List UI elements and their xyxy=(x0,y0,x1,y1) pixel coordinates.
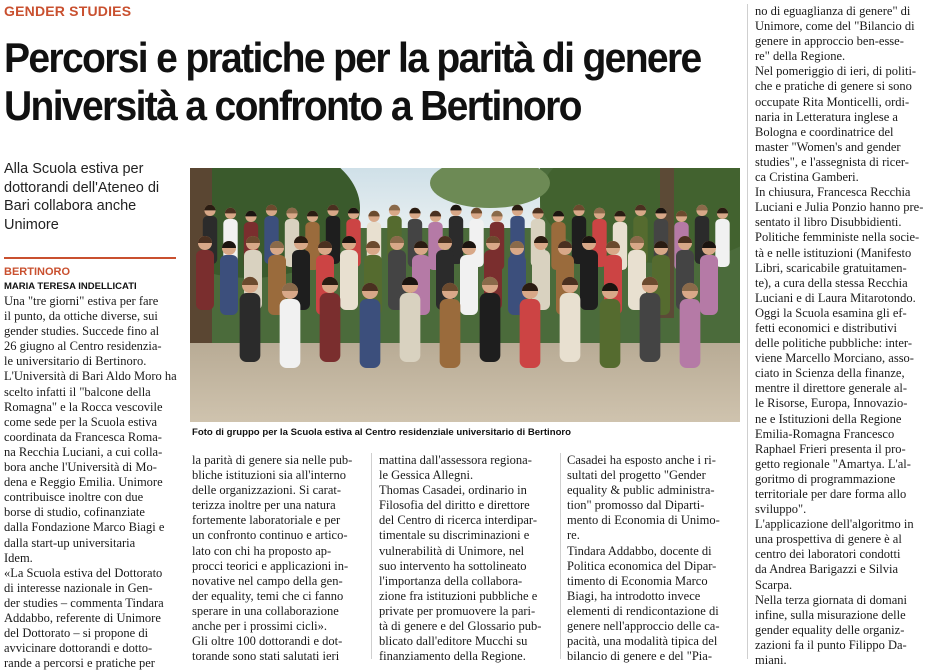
article-line: che e pratiche di genere si sono xyxy=(755,79,912,94)
article-line: equality & public administra- xyxy=(567,483,715,498)
article-line: elementi di rendicontazione di xyxy=(567,603,719,618)
article-column-1 xyxy=(4,294,177,671)
column-rule xyxy=(560,453,561,659)
headline-line-2: Università a confronto a Bertinoro xyxy=(4,82,581,129)
article-line: suo intervento ha sottolineato xyxy=(379,558,527,573)
article-line: Nel pomeriggio di ieri, di politi- xyxy=(755,64,917,79)
article-line: no di eguaglianza di genere" di xyxy=(755,4,911,18)
article-line: Addabbo, referente di Unimore xyxy=(4,610,161,625)
article-line: le Risorse, Europa, Innovazio- xyxy=(755,396,908,411)
article-line: Tindara Addabbo, docente di xyxy=(567,543,712,558)
article-line: sentato il libro Disubbidienti. xyxy=(755,215,902,230)
article-line: Oggi la Scuola esamina gli ef- xyxy=(755,305,907,320)
article-line: mento di Economia di Unimo- xyxy=(567,513,720,528)
article-line: Casadei ha esposto anche i ri- xyxy=(567,453,716,467)
article-line: studies", e l'assegnista di ricer- xyxy=(755,154,909,169)
article-line: goritmo di programmazione xyxy=(755,471,896,486)
article-line: dena e Reggio Emilia. Unimore xyxy=(4,475,163,490)
dateline: BERTINORO xyxy=(4,266,70,278)
subheadline: Alla Scuola estiva per dottorandi dell'Ateneo di Bari collabora anche Unimore xyxy=(4,161,160,233)
article-line: un confronto continuo e artico- xyxy=(192,528,348,543)
article-column-4 xyxy=(567,453,741,664)
article-line: private per promuovere la pari- xyxy=(379,603,536,618)
article-line: zazioni fa il punto Filippo Da- xyxy=(755,637,907,652)
article-line: bliche istituzioni sia all'interno xyxy=(192,468,346,483)
article-line: del Centro di ricerca interdipar- xyxy=(379,513,538,528)
article-line: infine, sulla misurazione delle xyxy=(755,607,906,622)
article-line: delle politiche pubbliche: inter- xyxy=(755,336,912,351)
article-column-2 xyxy=(192,453,364,664)
article-line: 26 giugno al Centro residenzia- xyxy=(4,339,162,354)
article-line: Libri, scaricabile gratuitamen- xyxy=(755,260,907,275)
article-line: Filosofia del diritto e direttore xyxy=(379,498,530,513)
article-line: timento di Economia Marco xyxy=(567,573,708,588)
article-line: lato con chi ha proposto ap- xyxy=(192,543,332,558)
article-line: sviluppo". xyxy=(755,502,807,517)
article-line: terizza inoltre per una natura xyxy=(192,498,336,513)
article-line: rande a percorsi e pratiche per xyxy=(4,656,155,671)
article-line: gender equality delle organiz- xyxy=(755,622,905,637)
article-line: zione fra istituzioni pubbliche e xyxy=(379,588,538,603)
article-line: coordinata da Francesca Roma- xyxy=(4,429,162,444)
article-line: Unimore, come del "Bilancio di xyxy=(755,19,915,34)
article-line: Romagna" e la Rocca vescovile xyxy=(4,399,163,414)
article-line: genere in approccio ben-esse- xyxy=(755,34,904,49)
article-line: fetti economici e distributivi xyxy=(755,320,897,335)
byline: MARIA TERESA INDELLICATI xyxy=(4,281,137,292)
article-line: da Andrea Barigazzi e Silvia xyxy=(755,562,898,577)
article-column-3 xyxy=(379,453,553,664)
article-line: Luciani e di Laura Mitarotondo. xyxy=(755,290,916,305)
article-line: na Recchia Luciani, a cui colla- xyxy=(4,444,163,459)
article-line: ca Cristina Gamberi. xyxy=(755,170,859,185)
article-line: tion" promosso dal Diparti- xyxy=(567,498,705,513)
column-rule xyxy=(371,453,372,659)
article-line: Gli oltre 100 dottorandi e dot- xyxy=(192,634,343,649)
article-line: bora anche l'Università di Mo- xyxy=(4,460,157,475)
article-line: una prospettiva di genere è al xyxy=(755,532,902,547)
article-line: der studies – commenta Tindara xyxy=(4,595,164,610)
article-line: finanziamento della Regione. xyxy=(379,649,526,664)
article-line: blicato dall'editore Mucchi su xyxy=(379,634,528,649)
article-line: re. xyxy=(567,528,580,543)
article-line: getto regionale "Amartya. L'al- xyxy=(755,456,911,471)
article-line: Bologna e coordinatrice del xyxy=(755,124,894,139)
article-line: Raphael Frieri presenta il pro- xyxy=(755,441,906,456)
group-photo-illustration xyxy=(190,168,740,422)
article-line: dalla start-up universitaria xyxy=(4,535,136,550)
article-line: l'importanza della collabora- xyxy=(379,573,523,588)
article-line: der equality, temi che ci fanno xyxy=(192,588,344,603)
headline-line-1: Percorsi e pratiche per la parità di genere xyxy=(4,34,701,81)
article-line: procci teorici e applicazioni in- xyxy=(192,558,349,573)
article-line: Politiche femministe nella socie- xyxy=(755,230,920,245)
article-line: del Dottorato – si propone di xyxy=(4,626,149,641)
article-line: ne e Istituzioni della Regione xyxy=(755,411,902,426)
article-line: Emilia-Romagna Francesco xyxy=(755,426,895,441)
article-line: di interesse nazionale in Gen- xyxy=(4,580,153,595)
article-line: te), a cura della stessa Recchia xyxy=(755,275,908,290)
article-line: pacità, una modalità tipica del xyxy=(567,634,718,649)
article-line: Idem. xyxy=(4,550,33,565)
article-line: sperare in una collaborazione xyxy=(192,603,339,618)
article-line: gender studies. Succede fino al xyxy=(4,324,160,339)
article-line: re" della Regione. xyxy=(755,49,846,64)
article-column-5 xyxy=(755,4,929,668)
article-line: borse di studio, cofinanziate xyxy=(4,505,145,520)
article-line: territoriale per dare forma allo xyxy=(755,487,907,501)
article-line: Una "tre giorni" estiva per fare xyxy=(4,294,159,308)
photo-caption: Foto di gruppo per la Scuola estiva al Centro residenziale universitario di Bertinoro xyxy=(192,427,572,438)
article-line: master "Women's and gender xyxy=(755,139,901,154)
article-line: In chiusura, Francesca Recchia xyxy=(755,185,911,200)
article-line: miani. xyxy=(755,653,787,668)
article-line: genere nell'approccio delle ca- xyxy=(567,619,720,634)
article-line: centro dei laboratori condotti xyxy=(755,547,901,562)
article-line: le Gessica Allegni. xyxy=(379,468,474,483)
article-line: naria in Letteratura inglese a xyxy=(755,109,898,124)
article-line: mattina dall'assessora regiona- xyxy=(379,453,532,467)
article-line: Scarpa. xyxy=(755,577,793,592)
article-line: timentale su discriminazioni e xyxy=(379,528,530,543)
article-line: vulnerabilità di Unimore, nel xyxy=(379,543,525,558)
article-line: anche per i prossimi cicli». xyxy=(192,619,328,634)
article-line: contribuisce inoltre con due xyxy=(4,490,144,505)
article-line: viene Marcello Morciano, asso- xyxy=(755,351,914,366)
article-line: dalla Fondazione Marco Biagi e xyxy=(4,520,165,535)
article-line: Nella terza giornata di domani xyxy=(755,592,908,607)
article-line: le universitario di Bertinoro. xyxy=(4,354,147,369)
article-line: tà e nelle istituzioni (Manifesto xyxy=(755,245,912,260)
article-line: Luciani e Julia Ponzio hanno pre- xyxy=(755,200,924,215)
article-line: come sede per la Scuola estiva xyxy=(4,414,158,429)
article-line: il punto, da ottiche diverse, sui xyxy=(4,309,158,324)
article-line: novative nel campo della gen- xyxy=(192,573,343,588)
article-line: fortemente laboratoriale e per xyxy=(192,513,341,528)
article-line: Biagi, ha introdotto invece xyxy=(567,588,701,603)
article-line: L'Università di Bari Aldo Moro ha xyxy=(4,369,177,384)
article-line: ciato in Scienza della finanze, xyxy=(755,366,905,381)
column-rule xyxy=(747,4,748,659)
article-line: avvicinare dottorandi e dotto- xyxy=(4,641,153,656)
article-line: sultati del progetto "Gender xyxy=(567,468,706,483)
section-kicker: GENDER STUDIES xyxy=(4,3,132,19)
article-line: Politica economica del Dipar- xyxy=(567,558,717,573)
article-line: «La Scuola estiva del Dottorato xyxy=(4,565,163,580)
article-line: Thomas Casadei, ordinario in xyxy=(379,483,527,498)
article-line: torande sono stati salutati ieri xyxy=(192,649,340,664)
article-line: delle organizzazioni. Si carat- xyxy=(192,483,342,498)
group-photo xyxy=(190,168,740,422)
article-line: tà di genere e del Glossario pub- xyxy=(379,619,542,634)
article-line: scelto infatti il "balcone della xyxy=(4,384,151,399)
article-line: occupate Rita Monticelli, ordi- xyxy=(755,94,910,109)
article-line: bilancio di genere e del "Pia- xyxy=(567,649,712,664)
article-line: mentre il direttore generale al- xyxy=(755,381,908,396)
article-line: la parità di genere sia nelle pub- xyxy=(192,453,353,467)
article-line: L'applicazione dell'algoritmo in xyxy=(755,517,914,532)
subhead-divider xyxy=(4,257,176,259)
